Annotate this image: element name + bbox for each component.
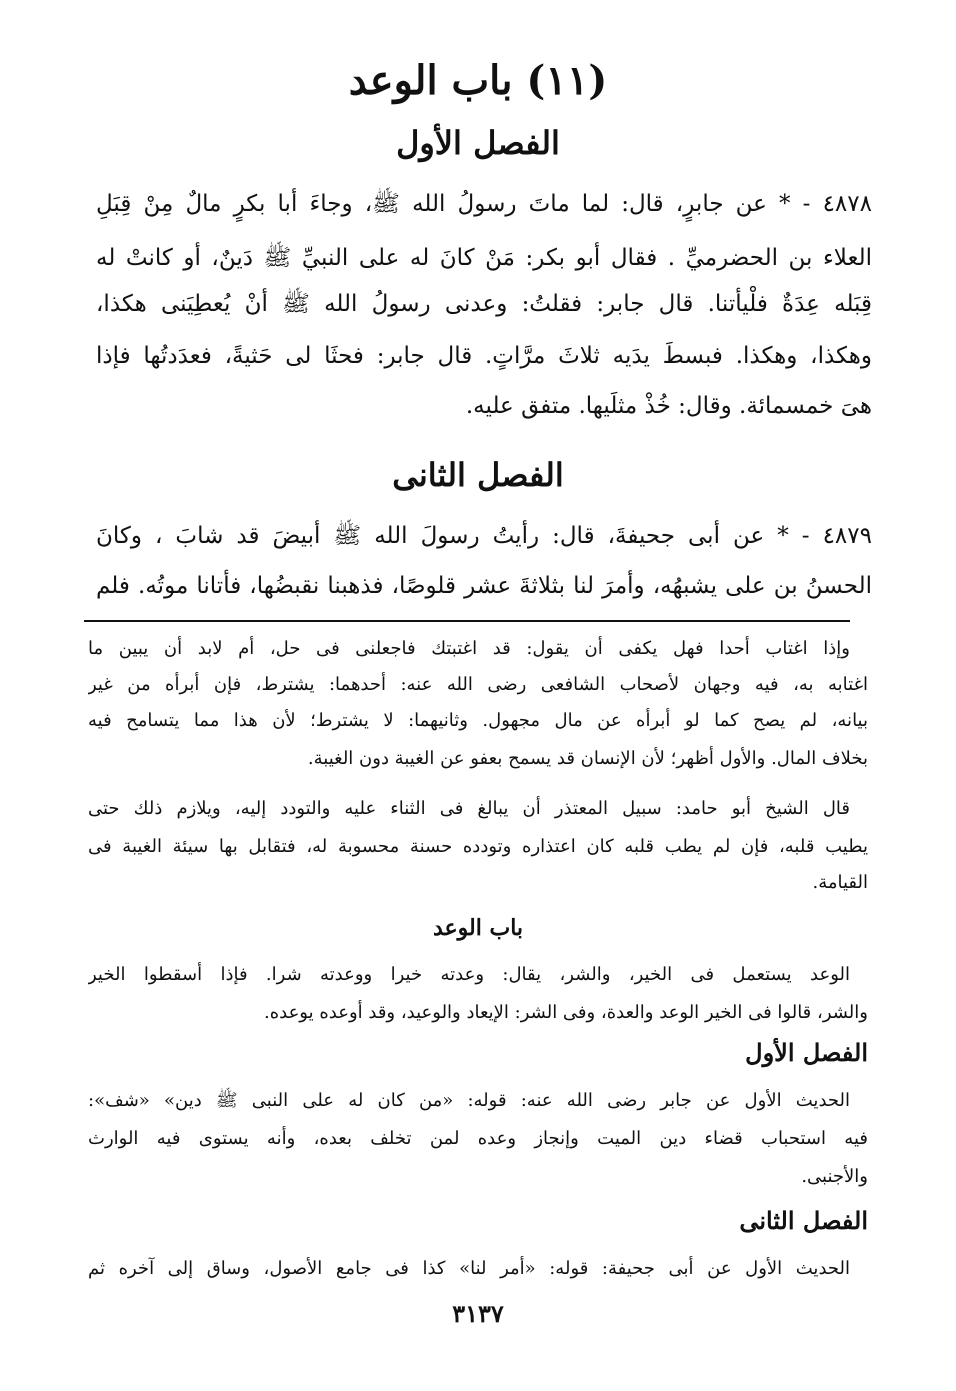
section-heading-first: الفصل الأول [396,124,560,162]
commentary-heading-second: الفصل الثانى [739,1206,868,1235]
hadith-line: الحسنُ بن على يشبهُه، وأمرَ لنا بثلاثةَ عشر قلوصًا، فذهبنا نقبضُها، فأتانا موتُه. فلم [96,573,872,599]
hadith-line: هىَ خمسمائة. وقال: خُذْ مثلَيها. متفق عليه. [465,393,872,419]
commentary-heading-first: الفصل الأول [745,1038,868,1067]
commentary-line: يطيب قلبه، فإن لم يطب قلبه كان اعتذاره وتودده حسنة محسوبة له، فتقابل بها سيئة الغيبة فى [88,836,868,857]
commentary-line: والشر، قالوا فى الخير الوعد والعدة، وفى الشر: الإيعاد والوعيد، وقد أوعده يوعده. [263,1002,868,1023]
commentary-line: بيانه، لم يصح كما لو أبرأه عن مال مجهول. وثانيهما: لا يشترط؛ لأن هذا مما يتسامح فيه [88,710,868,731]
page-number: ٣١٣٧ [452,1299,504,1328]
hadith-line: العلاء بن الحضرميِّ . فقال أبو بكر: مَنْ كانَ له على النبيِّ ﷺ دَينٌ، أو كانتْ له [96,245,872,271]
commentary-line: اغتابه به، فيه وجهان لأصحاب الشافعى رضى الله عنه: أحدهما: يشترط، فإن أبرأه من غير [88,674,868,695]
commentary-line: فيه استحباب قضاء دين الميت وإنجاز وعده لمن تخلف بعده، وأنه يستوى فيه الوارث [88,1128,868,1149]
commentary-line: القيامة. [812,872,868,893]
commentary-line: بخلاف المال. والأول أظهر؛ لأن الإنسان قد يسمح بعفو عن الغيبة دون الغيبة. [307,748,868,769]
hadith-line: ٤٨٧٨ - * عن جابرٍ، قال: لما ماتَ رسولُ الله ﷺ، وجاءَ أبا بكرٍ مالٌ مِنْ قِبَلِ [96,191,872,217]
chapter-title: (١١) باب الوعد [348,57,608,104]
commentary-heading-bab: باب الوعد [432,915,524,941]
commentary-line: الحديث الأول عن جابر رضى الله عنه: قوله: «من كان له على النبى ﷺ دين» «شف»: [88,1090,850,1111]
commentary-line: قال الشيخ أبو حامد: سبيل المعتذر أن يبالغ فى الثناء عليه والتودد إليه، ويلازم ذلك حتى [88,798,850,819]
hadith-line: قِبَله عِدَةٌ فلْيأتنا. قال جابر: فقلتُ: وعدنى رسولُ الله ﷺ أنْ يُعطِيَنى هكذا، [96,291,872,317]
commentary-line: الحديث الأول عن أبى جحيفة: قوله: «أمر لنا» كذا فى جامع الأصول، وساق إلى آخره ثم [88,1258,850,1279]
footnote-divider [84,620,850,622]
commentary-line: والأجنبى. [801,1166,868,1187]
hadith-line: ٤٨٧٩ - * عن أبى جحيفةَ، قال: رأيتُ رسولَ الله ﷺ أبيضَ قد شابَ ، وكانَ [96,523,872,549]
commentary-line: وإذا اغتاب أحدا فهل يكفى أن يقول: قد اغتبتك فاجعلنى فى حل، أم لابد أن يبين ما [88,638,850,659]
section-heading-second: الفصل الثانى [392,456,564,494]
commentary-line: الوعد يستعمل فى الخير، والشر، يقال: وعدته خيرا ووعدته شرا. فإذا أسقطوا الخير [88,964,850,985]
hadith-line: وهكذا، وهكذا. فبسطَ يدَيه ثلاثَ مرَّاتٍ. قال جابر: فحثَا لى حَثيةً، فعدَدتُها فإذا [96,343,872,369]
